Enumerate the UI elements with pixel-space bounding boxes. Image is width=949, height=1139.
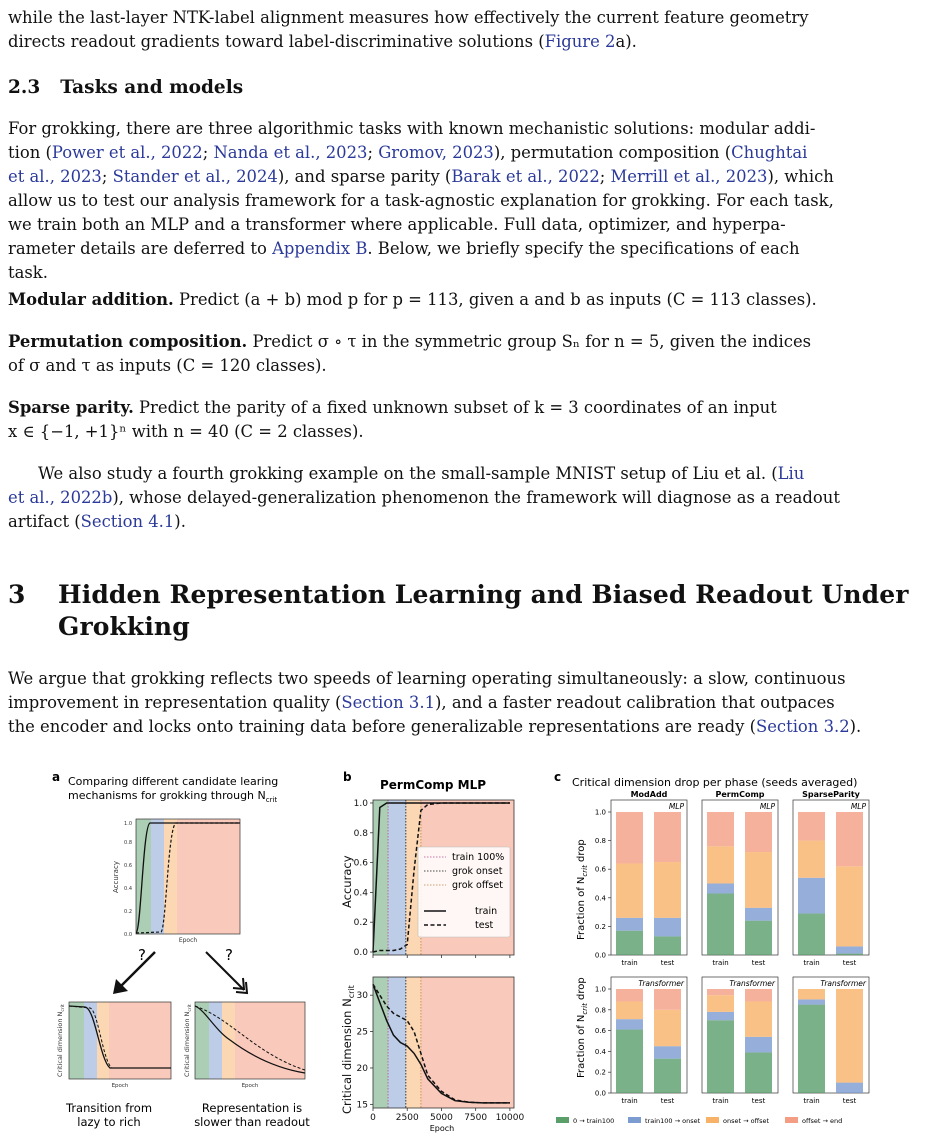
intro-line-2: directs readout gradients toward label-discriminative solutions ( bbox=[8, 32, 545, 51]
y-tick-label: 0.6 bbox=[594, 865, 606, 874]
bar-segment bbox=[798, 812, 825, 841]
section-3-title-line-2: Grokking bbox=[58, 612, 190, 641]
bar-segment bbox=[707, 894, 734, 955]
panel-b-legend bbox=[418, 847, 510, 937]
bar-segment bbox=[654, 862, 681, 918]
y-tick-label: 1.0 bbox=[594, 985, 606, 994]
phase-4-band bbox=[177, 819, 240, 934]
panel-b-accuracy-ylabel: Accuracy bbox=[340, 855, 354, 908]
panel-a-title-line-2: mechanisms for grokking through $N_{crit}$ bbox=[68, 789, 278, 804]
y-tick-label: 0.4 bbox=[353, 888, 368, 899]
citation-stander[interactable]: Stander et al., 2024 bbox=[112, 167, 278, 186]
panel-a-title-line-1: Comparing different candidate learing bbox=[68, 775, 279, 788]
y-tick-label: 25 bbox=[356, 1027, 368, 1038]
y-tick-label: 0.6 bbox=[594, 1027, 606, 1036]
citation-merrill[interactable]: Merrill et al., 2023 bbox=[610, 167, 768, 186]
bar-segment bbox=[654, 1059, 681, 1093]
panel-c-ylabel-top: Fraction of $N_{crit}$ drop bbox=[576, 839, 589, 940]
legend-label: offset → end bbox=[802, 1117, 843, 1125]
bar-category-label: train bbox=[803, 959, 820, 967]
bar-segment bbox=[745, 812, 772, 852]
y-tick-label: 0.4 bbox=[594, 894, 606, 903]
subplot-task-title: PermComp bbox=[715, 790, 765, 799]
bar-segment bbox=[745, 921, 772, 955]
appendix-b-link[interactable]: Appendix B bbox=[272, 239, 368, 258]
bar-segment bbox=[616, 918, 643, 931]
citation-liu-cont[interactable]: et al., 2022b bbox=[8, 488, 113, 507]
panel-a-ncrit-left-xlabel: Epoch bbox=[111, 1083, 129, 1089]
permutation-composition-paragraph: Permutation composition. Predict σ ∘ τ in the symmetric group Sₙ for n = 5, given the indices of σ and τ as inputs (C = 120 classes). bbox=[8, 332, 812, 375]
section-3-title-line-1: Hidden Representation Learning and Biased Readout Under bbox=[58, 580, 909, 609]
panel-c-letter: c bbox=[554, 770, 562, 784]
subplot-model-label: Transformer bbox=[820, 979, 866, 988]
arrow-left-icon bbox=[113, 952, 155, 994]
y-tick-label: 0.8 bbox=[353, 828, 368, 839]
phase-3-band bbox=[222, 1002, 235, 1079]
y-tick-label: 0.2 bbox=[594, 1068, 606, 1077]
legend-swatch bbox=[706, 1117, 719, 1123]
phase-1-band bbox=[136, 819, 151, 934]
bar-segment bbox=[654, 1046, 681, 1058]
mnist-paragraph: We also study a fourth grokking example on the small-sample MNIST setup of Liu et al. (Liu et al., 2022b), whose delayed-generalization phenomenon the framework will diagnose as a readout artifact (Section 4.1). bbox=[8, 464, 840, 531]
bar-category-label: test bbox=[660, 1097, 675, 1105]
bar-segment bbox=[616, 1001, 643, 1019]
subplot-model-label: Transformer bbox=[638, 979, 684, 988]
panel-a-ncrit-right-ylabel: Critical dimension $N_{crit}$ bbox=[183, 1004, 193, 1077]
panel-a bbox=[52, 770, 310, 1129]
bar-segment bbox=[707, 812, 734, 846]
bar-segment bbox=[745, 1037, 772, 1053]
citation-nanda[interactable]: Nanda et al., 2023 bbox=[213, 143, 368, 162]
panel-b-ncrit-ylabel: Critical dimension $N_{crit}$ bbox=[340, 985, 356, 1114]
bar-segment bbox=[707, 1020, 734, 1093]
y-tick-label: 0.2 bbox=[353, 918, 368, 929]
legend-train100: train 100% bbox=[452, 852, 505, 863]
bar-segment bbox=[836, 866, 863, 946]
bar-category-label: test bbox=[842, 1097, 857, 1105]
modular-addition-label: Modular addition. bbox=[8, 290, 174, 309]
bar-segment bbox=[707, 884, 734, 894]
caption-right-line-2: slower than readout bbox=[194, 1115, 310, 1129]
panel-c-subplot-transformer-permcomp bbox=[702, 977, 778, 1105]
panel-c-stacked-bars bbox=[595, 790, 869, 1105]
bar-category-label: train bbox=[621, 1097, 638, 1105]
acc-tick: 0.6 bbox=[124, 863, 132, 869]
phase-2-band bbox=[388, 800, 406, 955]
acc-tick: 0.8 bbox=[124, 840, 132, 846]
subplot-task-title: ModAdd bbox=[630, 790, 668, 799]
y-tick-label: 0.0 bbox=[594, 1089, 606, 1098]
bar-segment bbox=[745, 989, 772, 1001]
legend-label: onset → offset bbox=[723, 1117, 769, 1125]
x-tick-label: 5000 bbox=[429, 1113, 453, 1123]
section-4-1-link[interactable]: Section 4.1 bbox=[80, 512, 175, 531]
bar-category-label: train bbox=[712, 959, 729, 967]
panel-c bbox=[554, 770, 869, 1125]
y-tick-label: 15 bbox=[356, 1100, 368, 1111]
y-tick-label: 30 bbox=[356, 991, 368, 1002]
panel-a-letter: a bbox=[52, 770, 61, 784]
subplot-model-label: Transformer bbox=[729, 979, 775, 988]
bar-segment bbox=[616, 1030, 643, 1093]
panel-c-title: Critical dimension drop per phase (seeds averaged) bbox=[572, 776, 858, 789]
y-tick-label: 0.8 bbox=[594, 837, 606, 846]
legend-label: 0 → train100 bbox=[573, 1117, 615, 1125]
bar-category-label: test bbox=[751, 959, 766, 967]
bar-category-label: test bbox=[660, 959, 675, 967]
y-tick-label: 20 bbox=[356, 1063, 368, 1074]
panel-a-ncrit-right-xlabel: Epoch bbox=[241, 1083, 259, 1089]
bar-category-label: test bbox=[842, 959, 857, 967]
panel-a-ncrit-left-plot bbox=[56, 1002, 171, 1089]
bar-segment bbox=[836, 812, 863, 866]
bar-segment bbox=[707, 846, 734, 883]
panel-b bbox=[340, 770, 524, 1133]
tasks-paragraph: For grokking, there are three algorithmic tasks with known mechanistic solutions: modular addi- tion (Power et al., 2022; Nanda et al., 2023; Gromov, 2023), permutation composition (Chughtai et al., 2023; Stander et al., 2024), and sparse parity (Barak et al., 2022; Merrill et al., 2023), which allow us to test our analysis framework for a task-agnostic explanation for grokking. For each task, we train both an MLP and a transformer where applicable. Full data, optimizer, and hyperpa- rameter details are deferred to Appendix B. Below, we briefly specify the specifications of each task. bbox=[8, 119, 834, 282]
bar-segment bbox=[798, 878, 825, 914]
bar-segment bbox=[616, 863, 643, 917]
panel-b-ncrit-plot bbox=[357, 977, 525, 1123]
section-2-3-heading: 2.3 Tasks and models bbox=[8, 77, 244, 98]
bar-segment bbox=[707, 989, 734, 995]
subplot-model-label: MLP bbox=[759, 802, 775, 811]
panel-b-xlabel: Epoch bbox=[429, 1124, 455, 1133]
phase-4-band bbox=[421, 977, 514, 1108]
acc-tick: 0.2 bbox=[124, 909, 132, 915]
legend-label: train100 → onset bbox=[645, 1117, 701, 1125]
intro-line-1: while the last-layer NTK-label alignment measures how effectively the current feature geometry bbox=[8, 8, 809, 27]
citation-gromov[interactable]: Gromov, 2023 bbox=[378, 143, 494, 162]
permutation-composition-label: Permutation composition. bbox=[8, 332, 248, 351]
section-3-paragraph: We argue that grokking reflects two speeds of learning operating simultaneously: a slow, continuous improvement in representation quality (Section 3.1), and a faster readout calibration that outpaces the encoder and locks onto training data before generalizable representations are ready (Section 3.2). bbox=[8, 669, 862, 736]
bar-segment bbox=[745, 852, 772, 908]
acc-tick: 1.0 bbox=[124, 821, 132, 827]
bar-segment bbox=[836, 989, 863, 1083]
bar-segment bbox=[707, 995, 734, 1012]
panel-c-legend bbox=[556, 1117, 842, 1125]
panel-a-accuracy-xlabel: Epoch bbox=[178, 937, 198, 944]
bar-category-label: train bbox=[621, 959, 638, 967]
bar-segment bbox=[798, 989, 825, 999]
y-tick-label: 0.0 bbox=[594, 951, 606, 960]
bar-segment bbox=[745, 1052, 772, 1093]
bar-segment bbox=[798, 841, 825, 878]
bar-segment bbox=[616, 989, 643, 1001]
panel-c-subplot-transformer-sparseparity bbox=[793, 977, 869, 1105]
question-mark-left: ? bbox=[138, 946, 146, 964]
panel-c-subplot-mlp-sparseparity bbox=[793, 790, 869, 967]
panel-c-subplot-mlp-modadd bbox=[595, 790, 687, 967]
caption-right-line-1: Representation is bbox=[201, 1101, 303, 1115]
bar-segment bbox=[654, 918, 681, 937]
caption-left-line-2: lazy to rich bbox=[77, 1115, 141, 1129]
citation-chughtai[interactable]: Chughtai bbox=[731, 143, 808, 162]
bar-segment bbox=[707, 1012, 734, 1020]
phase-1-band bbox=[373, 800, 388, 955]
citation-liu[interactable]: Liu bbox=[777, 464, 805, 483]
panel-a-accuracy-plot bbox=[112, 819, 240, 944]
question-mark-right: ? bbox=[225, 946, 233, 964]
bar-category-label: train bbox=[712, 1097, 729, 1105]
phase-3-band bbox=[164, 819, 177, 934]
legend-swatch bbox=[785, 1117, 798, 1123]
panel-a-ncrit-right-plot bbox=[183, 1002, 305, 1089]
bar-segment bbox=[654, 812, 681, 862]
phase-3-band bbox=[406, 977, 421, 1108]
y-tick-label: 0.6 bbox=[353, 858, 368, 869]
y-tick-label: 0.0 bbox=[353, 948, 368, 959]
bar-category-label: train bbox=[803, 1097, 820, 1105]
legend-train: train bbox=[475, 906, 498, 917]
panel-a-ncrit-left-ylabel: Critical dimension $N_{crit}$ bbox=[56, 1004, 66, 1077]
acc-tick: 0.0 bbox=[124, 932, 132, 938]
figure-2-link[interactable]: Figure 2 bbox=[544, 32, 616, 51]
section-3-heading: 3 Hidden Representation Learning and Biased Readout Under Grokking bbox=[8, 580, 909, 641]
legend-swatch bbox=[556, 1117, 569, 1123]
panel-c-subplot-transformer-modadd bbox=[595, 977, 687, 1105]
acc-tick: 0.4 bbox=[124, 886, 132, 892]
bar-segment bbox=[798, 999, 825, 1004]
bar-segment bbox=[654, 936, 681, 955]
bar-segment bbox=[836, 954, 863, 955]
phase-1-band bbox=[195, 1002, 209, 1079]
panel-b-title: PermComp MLP bbox=[379, 778, 487, 792]
section-3-2-link[interactable]: Section 3.2 bbox=[756, 717, 850, 736]
caption-left-line-1: Transition from bbox=[65, 1101, 153, 1115]
y-tick-label: 1.0 bbox=[353, 798, 368, 809]
phase-4-band bbox=[235, 1002, 305, 1079]
bar-segment bbox=[745, 908, 772, 921]
y-tick-label: 0.8 bbox=[594, 1006, 606, 1015]
bar-segment bbox=[745, 1001, 772, 1036]
phase-1-band bbox=[69, 1002, 84, 1079]
legend-grok-offset: grok offset bbox=[452, 880, 503, 891]
subplot-model-label: MLP bbox=[850, 802, 866, 811]
x-tick-label: 0 bbox=[370, 1113, 376, 1123]
bar-segment bbox=[616, 1019, 643, 1029]
phase-2-band bbox=[388, 977, 406, 1108]
modular-addition-paragraph: Modular addition. Predict (a + b) mod p for p = 113, given a and b as inputs (C = 113 classes). bbox=[8, 290, 817, 309]
legend-swatch bbox=[628, 1117, 641, 1123]
bar-category-label: test bbox=[751, 1097, 766, 1105]
y-tick-label: 0.4 bbox=[594, 1047, 606, 1056]
y-tick-label: 1.0 bbox=[594, 808, 606, 817]
bar-segment bbox=[616, 812, 643, 863]
subplot-task-title: SparseParity bbox=[802, 790, 860, 799]
panel-c-subplot-mlp-permcomp bbox=[702, 790, 778, 967]
bar-segment bbox=[616, 931, 643, 955]
bar-segment bbox=[836, 946, 863, 953]
panel-c-ylabel-bottom: Fraction of $N_{crit}$ drop bbox=[576, 977, 589, 1078]
x-tick-label: 2500 bbox=[395, 1113, 419, 1123]
panel-b-letter: b bbox=[343, 770, 352, 784]
phase-2-band bbox=[151, 819, 164, 934]
bar-segment bbox=[798, 1005, 825, 1093]
legend-grok-onset: grok onset bbox=[452, 866, 503, 877]
subplot-model-label: MLP bbox=[668, 802, 684, 811]
legend-test: test bbox=[475, 920, 494, 931]
x-tick-label: 10000 bbox=[495, 1113, 525, 1123]
panel-a-accuracy-ylabel: Accuracy bbox=[112, 861, 120, 893]
citation-power[interactable]: Power et al., 2022 bbox=[51, 143, 203, 162]
bar-segment bbox=[836, 1083, 863, 1093]
x-tick-label: 7500 bbox=[464, 1113, 488, 1123]
sparse-parity-paragraph: Sparse parity. Predict the parity of a fixed unknown subset of k = 3 coordinates of an input x ∈ {−1, +1}ⁿ with n = 40 (C = 2 classes). bbox=[8, 398, 777, 441]
bar-segment bbox=[798, 914, 825, 955]
sparse-parity-label: Sparse parity. bbox=[8, 398, 134, 417]
citation-barak[interactable]: Barak et al., 2022 bbox=[451, 167, 600, 186]
intro-paragraph: while the last-layer NTK-label alignment measures how effectively the current feature geometry directs readout gradients toward label-discriminative solutions (Figure 2a). bbox=[8, 8, 809, 51]
bar-segment bbox=[654, 989, 681, 1010]
bar-segment bbox=[654, 1010, 681, 1046]
section-3-1-link[interactable]: Section 3.1 bbox=[341, 693, 435, 712]
y-tick-label: 0.2 bbox=[594, 922, 606, 931]
citation-chughtai-cont[interactable]: et al., 2023 bbox=[8, 167, 102, 186]
panel-a-accuracy-ticks bbox=[124, 821, 132, 938]
